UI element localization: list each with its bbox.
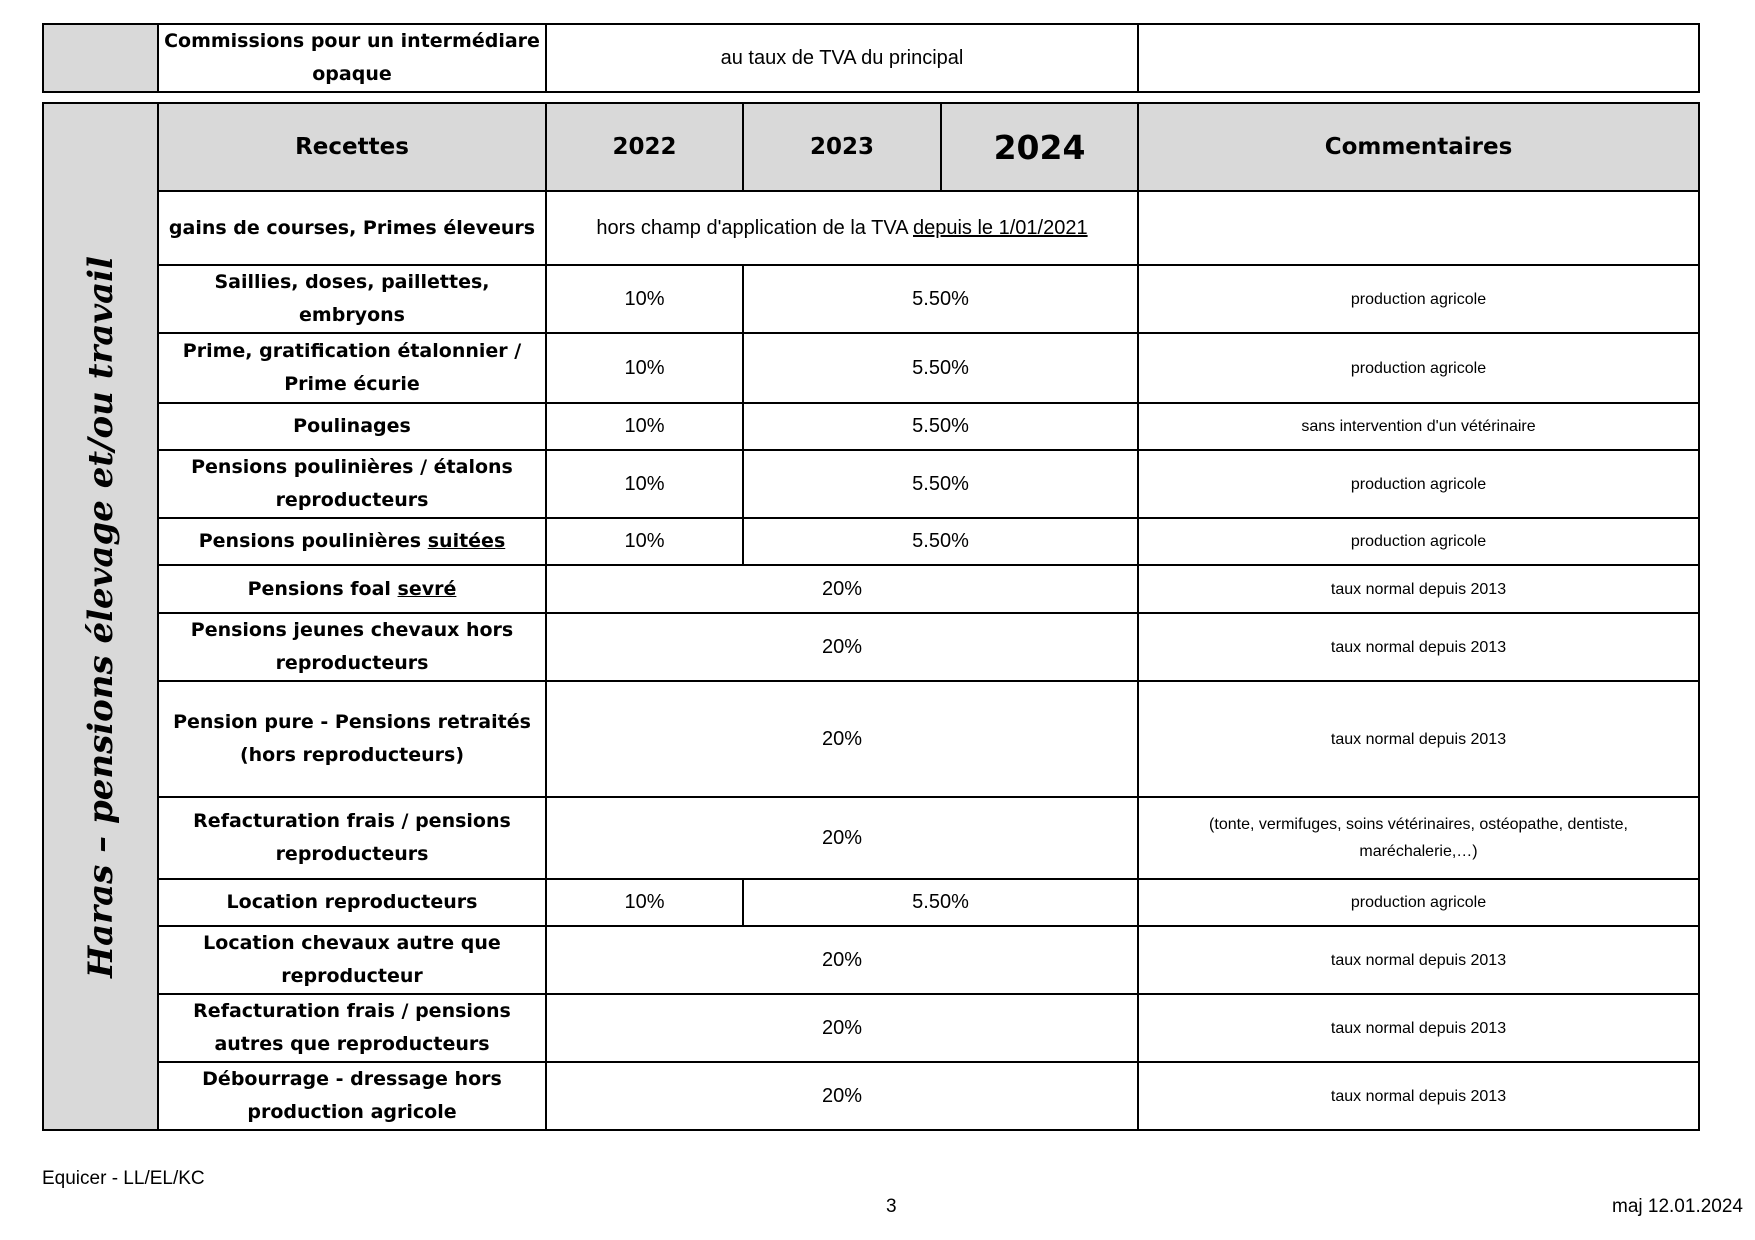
row-comment: sans intervention d'un vétérinaire: [1301, 418, 1536, 435]
row-label: Location chevaux autre que reproducteur: [203, 932, 501, 987]
row-value-all: 20%: [821, 727, 863, 750]
row-value-2022: 10%: [624, 287, 665, 310]
table-row: [43, 1062, 1699, 1130]
row-value-2022: 10%: [624, 472, 665, 495]
top-recette-cell: [158, 24, 546, 92]
top-taux-value: au taux de TVA du principal: [720, 46, 964, 69]
row-label: Refacturation frais / pensions reproducteurs: [193, 810, 511, 865]
top-recette-label: Commissions pour un intermédiare opaque: [164, 30, 540, 85]
row-value-2023-2024: 5.50%: [912, 287, 969, 310]
top-taux-cell: [546, 24, 1138, 92]
table-row: [43, 797, 1699, 879]
page-number: 3: [886, 1196, 897, 1217]
row-label: Pensions poulinières / étalons reproducteurs: [191, 456, 513, 511]
top-table: [42, 23, 1700, 93]
row-value-2022: 10%: [624, 356, 665, 379]
row-label: Pension pure - Pensions retraités (hors reproducteurs): [173, 711, 531, 766]
row-comment: (tonte, vermifuges, soins vétérinaires, ostéopathe, dentiste, maréchalerie,…): [1209, 816, 1628, 860]
main-table: [42, 102, 1700, 1131]
row-value-2022: 10%: [624, 415, 665, 437]
row-value-2023-2024: 5.50%: [912, 356, 969, 379]
row-span-value: hors champ d'application de la TVA depuis le 1/01/2021: [596, 216, 1088, 239]
table-row: [43, 265, 1699, 333]
table-row: [43, 191, 1699, 265]
row-label: gains de courses, Primes éleveurs: [168, 216, 536, 239]
row-comment: taux normal depuis 2013: [1330, 1019, 1507, 1037]
side-label: Haras – pensions élevage et/ou travail: [80, 255, 121, 978]
row-comment: production agricole: [1350, 475, 1487, 493]
row-label: Saillies, doses, paillettes, embryons: [214, 271, 490, 326]
row-label: Pensions jeunes chevaux hors reproducteurs: [190, 619, 514, 674]
top-side-cell: [43, 24, 158, 92]
table-row: [43, 613, 1699, 681]
row-label: Prime, gratification étalonnier / Prime écurie: [182, 340, 522, 395]
table-row: [43, 994, 1699, 1062]
row-label: Poulinages: [293, 415, 411, 437]
row-comment: taux normal depuis 2013: [1330, 730, 1507, 748]
row-comment: production agricole: [1350, 359, 1487, 377]
row-comment: taux normal depuis 2013: [1330, 580, 1507, 598]
table-row: [43, 681, 1699, 797]
table-row: [43, 565, 1699, 613]
row-value-2022: 10%: [624, 530, 665, 552]
row-comment: taux normal depuis 2013: [1330, 638, 1507, 656]
row-value-2022: 10%: [624, 891, 665, 913]
header-recettes: Recettes: [158, 103, 546, 191]
row-value-all: 20%: [821, 1016, 863, 1039]
row-value-all: 20%: [821, 635, 863, 658]
row-value-2023-2024: 5.50%: [912, 472, 969, 495]
row-comment: production agricole: [1350, 533, 1487, 550]
row-value-all: 20%: [821, 577, 863, 600]
row-label: Débourrage - dressage hors production agricole: [202, 1068, 502, 1123]
footer-left: Equicer - LL/EL/KC: [42, 1168, 205, 1189]
row-comment: production agricole: [1350, 894, 1487, 911]
row-value-all: 20%: [821, 826, 863, 849]
table-row: [43, 403, 1699, 450]
header-commentaires: Commentaires: [1138, 103, 1699, 191]
header-2022: 2022: [546, 103, 743, 191]
row-value-all: 20%: [821, 948, 863, 971]
row-label: Refacturation frais / pensions autres que reproducteurs: [193, 1000, 511, 1055]
row-value-2023-2024: 5.50%: [912, 891, 969, 913]
row-comment: production agricole: [1350, 290, 1487, 308]
header-2024: 2024: [941, 103, 1138, 191]
row-label: Pensions foal sevré: [247, 577, 457, 600]
side-label-cell: [43, 103, 158, 1130]
table-row: [43, 926, 1699, 994]
row-value-2023-2024: 5.50%: [912, 530, 969, 552]
header-2023: 2023: [743, 103, 941, 191]
row-label: Pensions poulinières suitées: [198, 530, 506, 552]
table-row: [43, 518, 1699, 565]
row-value-2023-2024: 5.50%: [912, 415, 969, 437]
row-comment: taux normal depuis 2013: [1330, 951, 1507, 969]
table-row: [43, 450, 1699, 518]
top-comment-cell: [1138, 24, 1699, 92]
table-row: [43, 333, 1699, 403]
footer-right: maj 12.01.2024: [1612, 1196, 1743, 1217]
table-row: [43, 879, 1699, 926]
row-label: Location reproducteurs: [226, 891, 478, 913]
row-comment: taux normal depuis 2013: [1330, 1087, 1507, 1105]
row-value-all: 20%: [821, 1084, 863, 1107]
